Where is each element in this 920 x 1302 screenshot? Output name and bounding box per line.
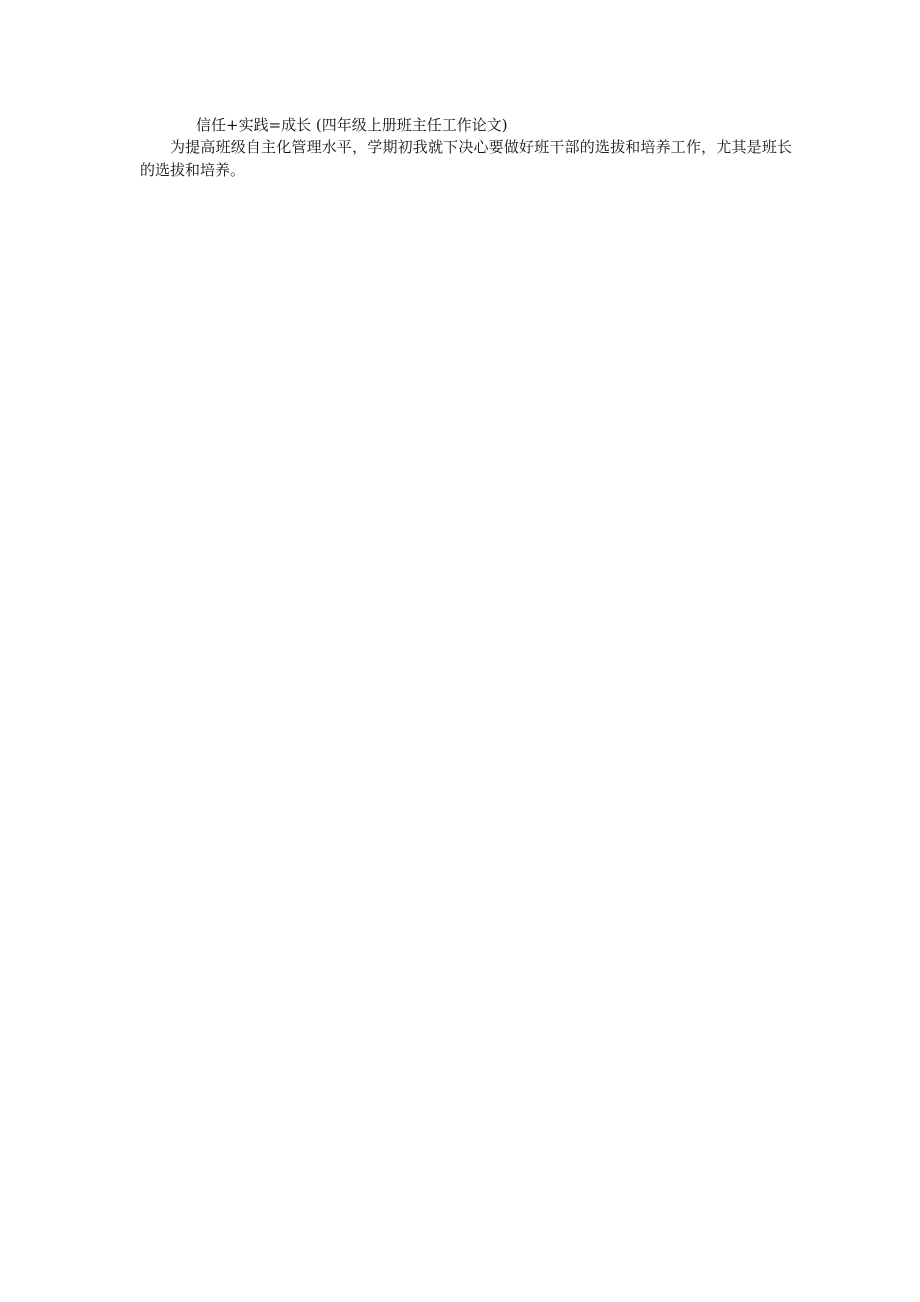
- document-title: 信任+实践=成长 (四年级上册班主任工作论文): [196, 116, 508, 134]
- paragraph-1: 为提高班级自主化管理水平，学期初我就下决心要做好班干部的选拔和培养工作，尤其是班长的选拔和培养。: [140, 138, 792, 179]
- document-body: [140, 136, 792, 181]
